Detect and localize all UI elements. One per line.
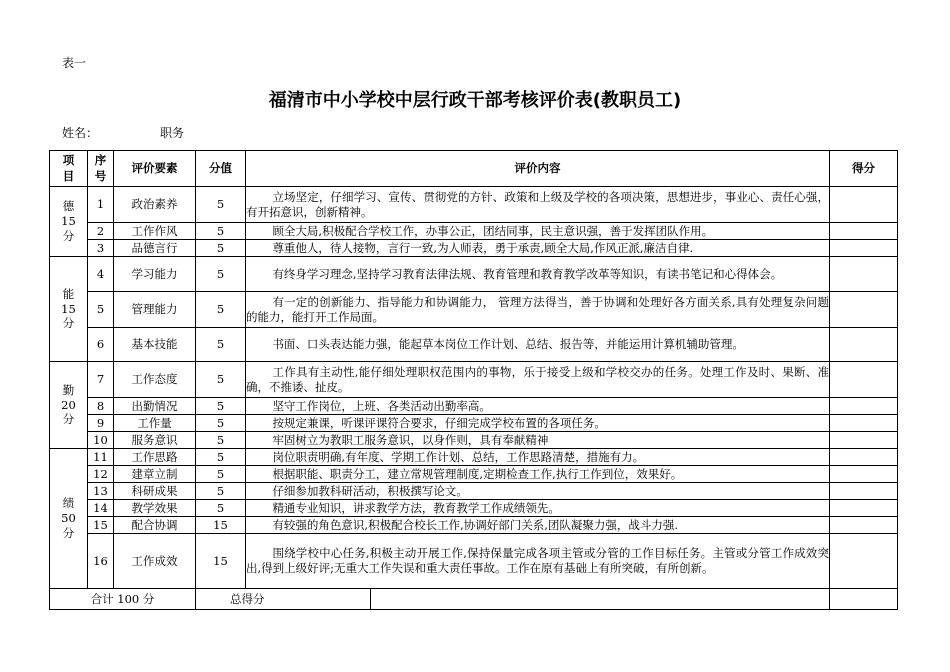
category-line: 能 — [62, 286, 75, 301]
category-line: 分 — [62, 228, 75, 243]
content-text: 坚守工作岗位，上班、各类活动出勤率高。 — [272, 398, 491, 413]
category-line: 分 — [62, 316, 75, 331]
content-cell — [246, 223, 830, 240]
score-input-cell[interactable] — [830, 362, 898, 398]
element-cell: 工作作风 — [114, 223, 196, 240]
content-cell — [246, 483, 830, 500]
element-cell: 服务意识 — [114, 432, 196, 449]
score-input-cell[interactable] — [830, 449, 898, 466]
content-cell — [246, 449, 830, 466]
content-text: 立场坚定，仔细学习、宣传、贯彻党的方针、政策和上级及学校的各项决策，思想进步，事业心、责任心强，有开拓意识，创新精神。 — [246, 189, 829, 219]
table-row — [50, 500, 898, 517]
category-cell — [50, 257, 88, 362]
table-label: 表一 — [62, 56, 87, 70]
score-input-cell[interactable] — [830, 223, 898, 240]
points-cell: 5 — [196, 432, 246, 449]
content-cell — [246, 432, 830, 449]
table-row — [50, 432, 898, 449]
element-cell: 政治素养 — [114, 187, 196, 223]
table-row — [50, 257, 898, 292]
score-input-cell[interactable] — [830, 292, 898, 328]
element-cell: 建章立制 — [114, 466, 196, 483]
content-cell — [246, 257, 830, 292]
category-cell — [50, 449, 88, 589]
category-line: 勤 — [62, 382, 75, 397]
content-text: 仔细参加教科研活动，积极撰写论文。 — [272, 483, 468, 498]
content-text: 有较强的角色意识,积极配合校长工作,协调好部门关系,团队凝聚力强，战斗力强. — [272, 517, 679, 532]
seq-cell: 15 — [88, 517, 114, 534]
table-row — [50, 534, 898, 589]
post-label: 职务 — [160, 126, 185, 140]
table-header-row — [50, 151, 898, 187]
page-title: 福清市中小学校中层行政干部考核评价表(教职员工) — [268, 90, 682, 111]
table-row — [50, 187, 898, 223]
seq-cell: 3 — [88, 240, 114, 257]
seq-cell: 4 — [88, 257, 114, 292]
points-cell: 5 — [196, 292, 246, 328]
score-input-cell[interactable] — [830, 466, 898, 483]
content-cell — [246, 466, 830, 483]
element-cell: 工作思路 — [114, 449, 196, 466]
points-cell: 5 — [196, 362, 246, 398]
category-cell — [50, 362, 88, 449]
points-cell: 15 — [196, 534, 246, 589]
category-line: 分 — [62, 525, 75, 540]
content-text: 有终身学习理念,坚持学习教育法律法规、教育管理和教育教学改革等知识，有读书笔记和心得体会。 — [272, 266, 783, 281]
score-input-cell[interactable] — [830, 500, 898, 517]
points-cell: 15 — [196, 517, 246, 534]
table-row — [50, 328, 898, 362]
element-cell: 配合协调 — [114, 517, 196, 534]
score-input-cell[interactable] — [830, 187, 898, 223]
name-label: 姓名： — [62, 126, 99, 140]
seq-cell: 8 — [88, 398, 114, 415]
table-row — [50, 362, 898, 398]
seq-cell: 13 — [88, 483, 114, 500]
total-score-label: 总得分 — [196, 589, 371, 609]
element-cell: 工作量 — [114, 415, 196, 432]
total-row — [50, 589, 898, 610]
total-score-cell — [196, 589, 830, 610]
points-cell: 5 — [196, 187, 246, 223]
header-content: 评价内容 — [246, 151, 830, 187]
element-cell: 出勤情况 — [114, 398, 196, 415]
content-text: 岗位职责明确,有年度、学期工作计划、总结，工作思路清楚，措施有力。 — [272, 449, 645, 464]
element-cell: 教学效果 — [114, 500, 196, 517]
points-cell: 5 — [196, 257, 246, 292]
element-cell: 品德言行 — [114, 240, 196, 257]
category-line: 15 — [61, 301, 76, 316]
header-seq: 序号 — [88, 151, 114, 187]
content-cell — [246, 500, 830, 517]
content-text: 按规定兼课，听课评课符合要求，仔细完成学校布置的各项任务。 — [272, 415, 606, 430]
header-points: 分值 — [196, 151, 246, 187]
points-cell: 5 — [196, 449, 246, 466]
category-line: 15 — [61, 214, 76, 229]
table-row — [50, 398, 898, 415]
table-row — [50, 517, 898, 534]
points-cell: 5 — [196, 483, 246, 500]
content-text: 书面、口头表达能力强，能起草本岗位工作计划、总结、报告等，并能运用计算机辅助管理。 — [272, 337, 744, 352]
score-input-cell[interactable] — [830, 517, 898, 534]
seq-cell: 5 — [88, 292, 114, 328]
evaluation-table — [49, 150, 898, 610]
seq-cell: 12 — [88, 466, 114, 483]
element-cell: 基本技能 — [114, 328, 196, 362]
header-element: 评价要素 — [114, 151, 196, 187]
seq-cell: 9 — [88, 415, 114, 432]
category-line: 50 — [61, 511, 76, 526]
element-cell: 工作成效 — [114, 534, 196, 589]
seq-cell: 10 — [88, 432, 114, 449]
category-line: 德 — [62, 199, 75, 214]
table-row — [50, 292, 898, 328]
points-cell: 5 — [196, 415, 246, 432]
content-cell — [246, 240, 830, 257]
total-label: 合计 100 分 — [50, 589, 196, 610]
content-cell — [246, 328, 830, 362]
seq-cell: 1 — [88, 187, 114, 223]
total-score-value[interactable] — [830, 589, 898, 610]
category-line: 20 — [61, 397, 76, 412]
table-row — [50, 466, 898, 483]
category-line: 绩 — [62, 496, 75, 511]
seq-cell: 14 — [88, 500, 114, 517]
seq-cell: 16 — [88, 534, 114, 589]
table-row — [50, 240, 898, 257]
content-text: 尊重他人，待人接物，言行一致,为人师表，勇于承责,顾全大局,作风正派,廉洁自律. — [272, 240, 694, 255]
seq-cell: 11 — [88, 449, 114, 466]
table-row — [50, 483, 898, 500]
score-input-cell[interactable] — [830, 240, 898, 257]
category-cell — [50, 187, 88, 257]
content-cell — [246, 415, 830, 432]
element-cell: 工作态度 — [114, 362, 196, 398]
content-cell — [246, 398, 830, 415]
content-cell — [246, 187, 830, 223]
score-input-cell[interactable] — [830, 257, 898, 292]
table-row — [50, 449, 898, 466]
element-cell: 管理能力 — [114, 292, 196, 328]
element-cell: 学习能力 — [114, 257, 196, 292]
content-text: 围绕学校中心任务,积极主动开展工作,保持保量完成各项主管或分管的工作目标任务。主管或分管工作成效突出,得到上级好评;无重大工作失误和重大责任事故。工作在原有基础上有所突破，有所创新。 — [246, 546, 829, 575]
content-text: 根据职能、职责分工，建立常规管理制度,定期检查工作,执行工作到位，效果好。 — [272, 466, 683, 481]
table-row — [50, 223, 898, 240]
content-text: 顾全大局,积极配合学校工作，办事公正，团结同事，民主意识强，善于发挥团队作用。 — [272, 223, 714, 238]
header-score: 得分 — [830, 151, 898, 187]
content-cell — [246, 517, 830, 534]
content-cell — [246, 534, 830, 589]
seq-cell: 2 — [88, 223, 114, 240]
table-body — [50, 187, 898, 589]
points-cell: 5 — [196, 398, 246, 415]
points-cell: 5 — [196, 500, 246, 517]
content-text: 牢固树立为教职工服务意识，以身作则，具有奉献精神 — [272, 432, 549, 447]
score-input-cell[interactable] — [830, 432, 898, 449]
score-input-cell[interactable] — [830, 328, 898, 362]
content-text: 有一定的创新能力、指导能力和协调能力， 管理方法得当，善于协调和处理好各方面关系,具有处理复杂问题的能力，能打开工作局面。 — [246, 294, 829, 324]
element-cell: 科研成果 — [114, 483, 196, 500]
content-text: 工作具有主动性,能仔细处理职权范围内的事物，乐于接受上级和学校交办的任务。处理工作及时、果断、准确，不推诿、扯皮。 — [246, 364, 829, 394]
content-text: 精通专业知识，讲求教学方法，教育教学工作成绩领先。 — [272, 500, 560, 515]
points-cell: 5 — [196, 223, 246, 240]
points-cell: 5 — [196, 328, 246, 362]
seq-cell: 6 — [88, 328, 114, 362]
content-cell — [246, 292, 830, 328]
points-cell: 5 — [196, 240, 246, 257]
header-category: 项目 — [50, 151, 88, 187]
table-row — [50, 415, 898, 432]
score-input-cell[interactable] — [830, 534, 898, 589]
category-line: 分 — [62, 412, 75, 427]
points-cell: 5 — [196, 466, 246, 483]
score-input-cell[interactable] — [830, 415, 898, 432]
seq-cell: 7 — [88, 362, 114, 398]
score-input-cell[interactable] — [830, 483, 898, 500]
score-input-cell[interactable] — [830, 398, 898, 415]
content-cell — [246, 362, 830, 398]
